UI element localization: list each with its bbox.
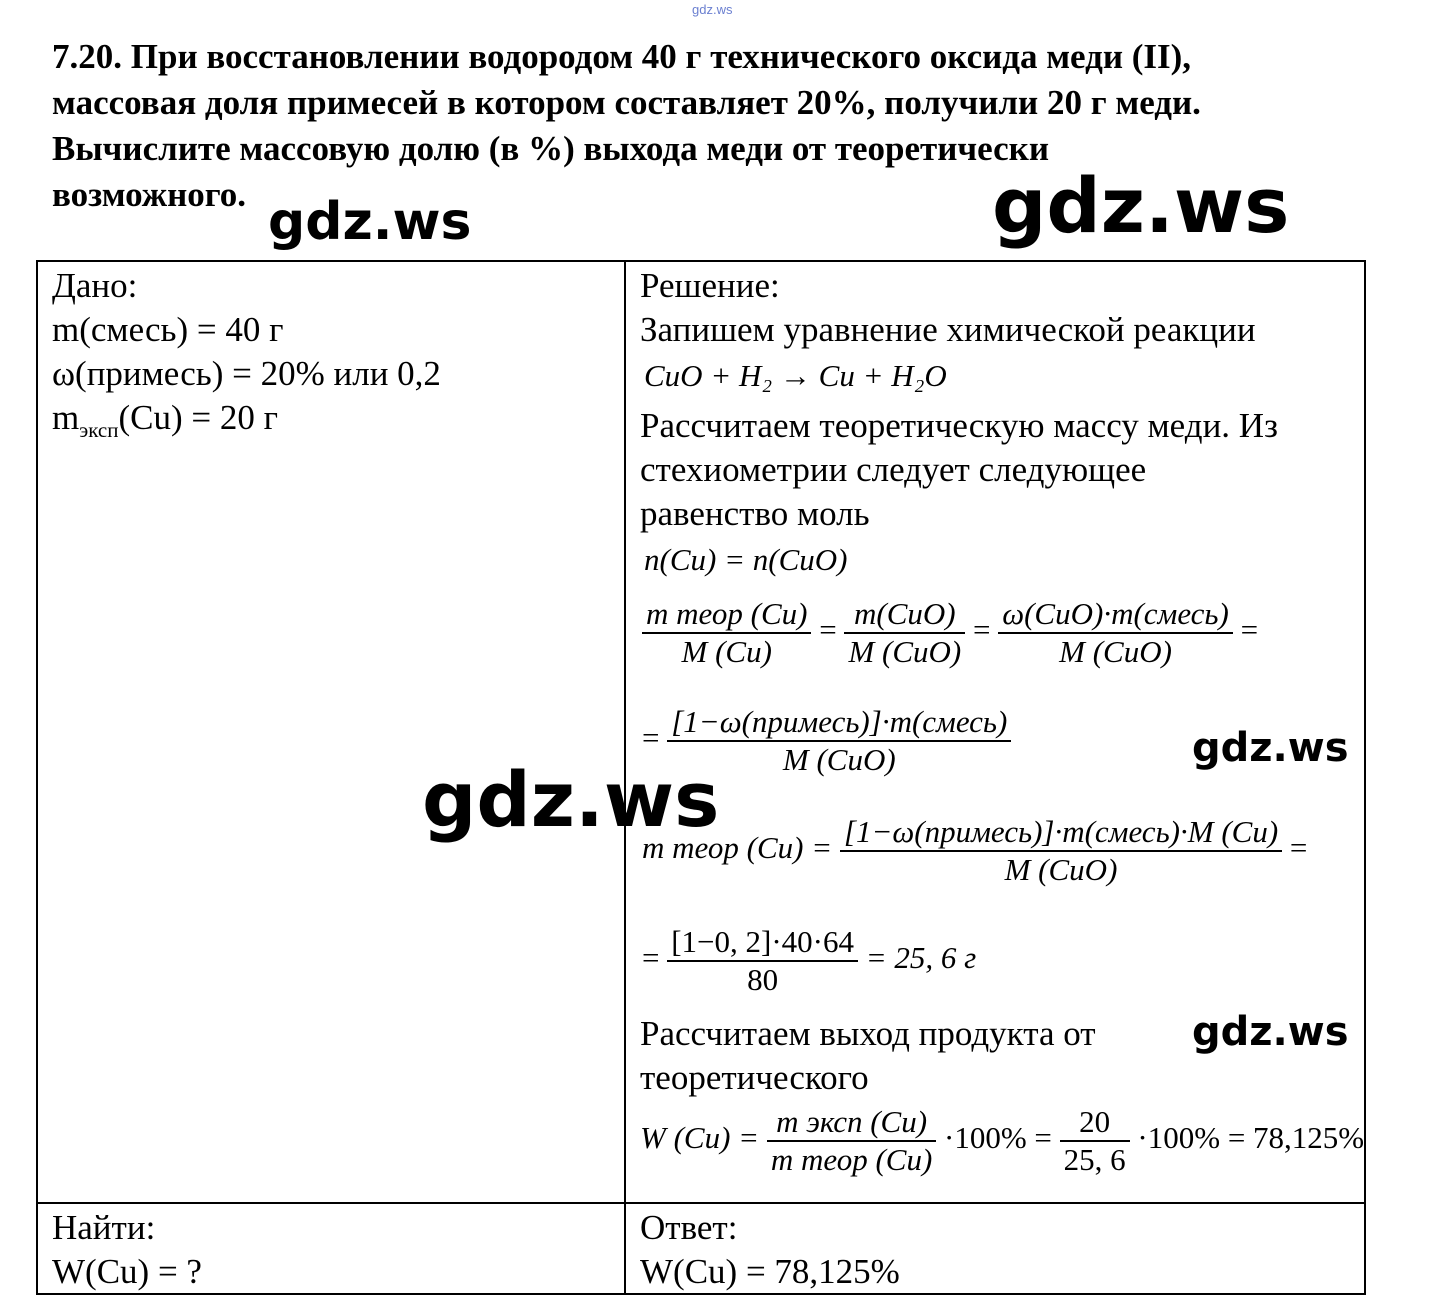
problem-line-1: 7.20. При восстановлении водородом 40 г технического оксида меди (II), [52, 37, 1192, 76]
watermark-top: gdz.ws [692, 2, 733, 17]
find-header: Найти: [52, 1208, 156, 1247]
solution-text-3: Рассчитаем выход продукта от теоретического [640, 1014, 1096, 1097]
given-section [52, 264, 441, 452]
given-impurity-fraction: ω(примесь) = 20% или 0,2 [52, 354, 441, 393]
yield-equation: W (Cu) = $\frac{\text{m эксп (Cu)}}{\text{m теор (Cu)}}$ ·100% = $\frac{20}{25, 6}$ ·100% = 78,125% [640, 1104, 1365, 1177]
watermark: gdz.ws [992, 161, 1290, 250]
ratio-equation-cont: = $\frac{\text{[1−ω(примесь)]·m(смесь)}}{\text{M (CuO)}}$ [642, 704, 1011, 778]
given-mass-mixture: m(смесь) = 40 г [52, 310, 284, 349]
watermark: gdz.ws [268, 192, 472, 252]
answer-value: W(Cu) = 78,125% [640, 1252, 900, 1291]
problem-line-4: возможного. [52, 175, 247, 214]
given-header: Дано: [52, 266, 138, 305]
theoretical-mass-equation: m теор (Cu) = $\frac{\text{[1−ω(примесь)]·m(смесь)·M (Cu)}}{\text{M (CuO)}}$ = [642, 814, 1308, 887]
given-exp-mass: $m_{эксп}(Cu) = 20$ г [52, 398, 278, 442]
solution-text-1: Запишем уравнение химической реакции [640, 310, 1256, 349]
answer-section [640, 1206, 900, 1294]
moles-equation: n(Cu) = n(CuO) [644, 542, 848, 577]
watermark: gdz.ws [1192, 1009, 1349, 1055]
solution-text-2: Рассчитаем теоретическую массу меди. Из стехиометрии следует следующее равенство моль [640, 406, 1278, 533]
ratio-equation: $\frac{\text{m теор (Cu)}}{M (Cu)}$ = $\frac{\text{m(CuO)}}{\text{M (CuO)}}$ = $\frac{\text{ω(CuO)·m(смесь)}}{\text{M (CuO)}}$ = [642, 596, 1258, 670]
problem-line-3: Вычислите массовую долю (в %) выхода меди от теоретически [52, 129, 1049, 168]
reaction-equation: CuO + H₂ → Cu + H₂O [644, 358, 947, 393]
problem-line-2: массовая доля примесей в котором составляет 20%, получили 20 г меди. [52, 83, 1201, 122]
answer-header: Ответ: [640, 1208, 738, 1247]
theoretical-mass-calc: = $\frac{[1-0, 2]\cdot 40\cdot 64}{80}$ = 25, 6 г [642, 924, 977, 997]
watermark: gdz.ws [422, 755, 720, 844]
find-section [52, 1206, 202, 1294]
row-divider [38, 1202, 1364, 1204]
solution-header: Решение: [640, 266, 780, 305]
watermark: gdz.ws [1192, 725, 1349, 771]
find-target: W(Cu) = ? [52, 1252, 202, 1291]
